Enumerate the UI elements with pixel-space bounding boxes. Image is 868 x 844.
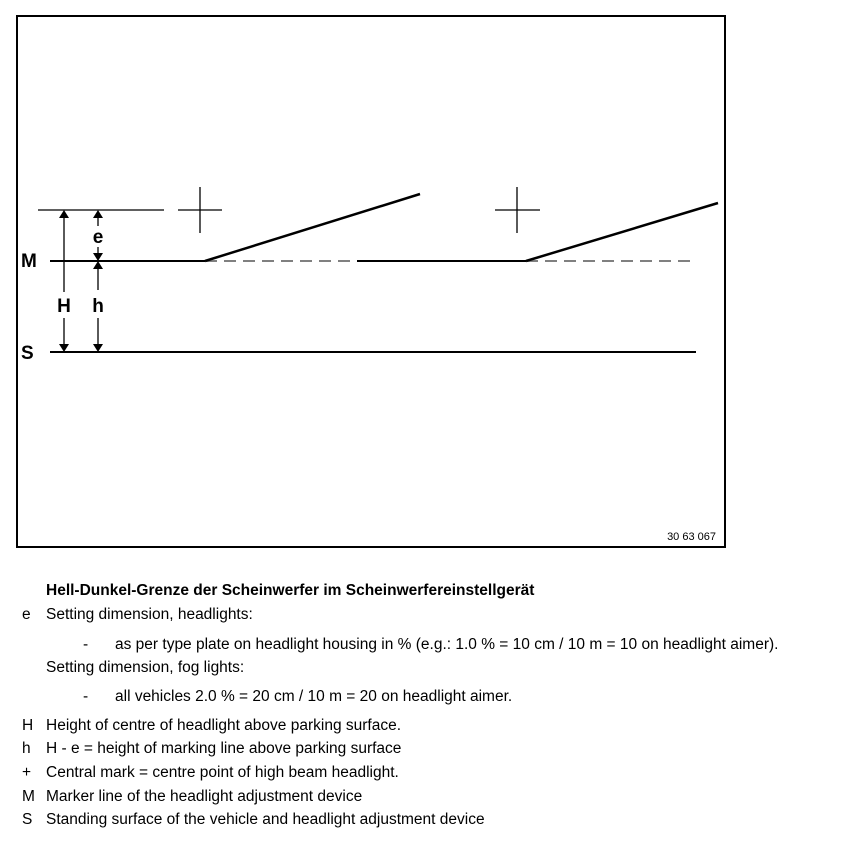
label-S: S [21,343,34,364]
legend-text: Height of centre of headlight above parking surface. [46,717,402,734]
label-H: H [57,296,71,317]
legend-symbol: + [22,764,32,781]
diagram-frame [17,16,725,547]
figure-reference-number: 30 63 067 [667,531,716,543]
legend-symbol: S [22,811,33,828]
legend-text: H - e = height of marking line above parking surface [46,740,402,757]
legend-text: Setting dimension, headlights: [46,606,253,623]
label-M: M [21,251,37,272]
legend-text: Setting dimension, fog lights: [46,659,245,676]
legend-text: Standing surface of the vehicle and headlight adjustment device [46,811,485,828]
legend-symbol: M [22,788,35,805]
legend-text: as per type plate on headlight housing in % (e.g.: 1.0 % = 10 cm / 10 m = 10 on headlight aimer). [115,636,779,653]
legend-text: Central mark = centre point of high beam headlight. [46,764,399,781]
legend-text: all vehicles 2.0 % = 20 cm / 10 m = 20 on headlight aimer. [115,688,513,705]
legend-symbol: h [22,740,31,757]
legend-symbol: H [22,717,34,734]
legend-bullet: - [83,636,89,653]
legend-text: Marker line of the headlight adjustment device [46,788,363,805]
label-h: h [92,296,104,317]
legend-bullet: - [83,688,89,705]
legend-title: Hell-Dunkel-Grenze der Scheinwerfer im Scheinwerfereinstellgerät [46,582,535,599]
label-e: e [92,227,104,248]
legend-symbol: e [22,606,31,623]
